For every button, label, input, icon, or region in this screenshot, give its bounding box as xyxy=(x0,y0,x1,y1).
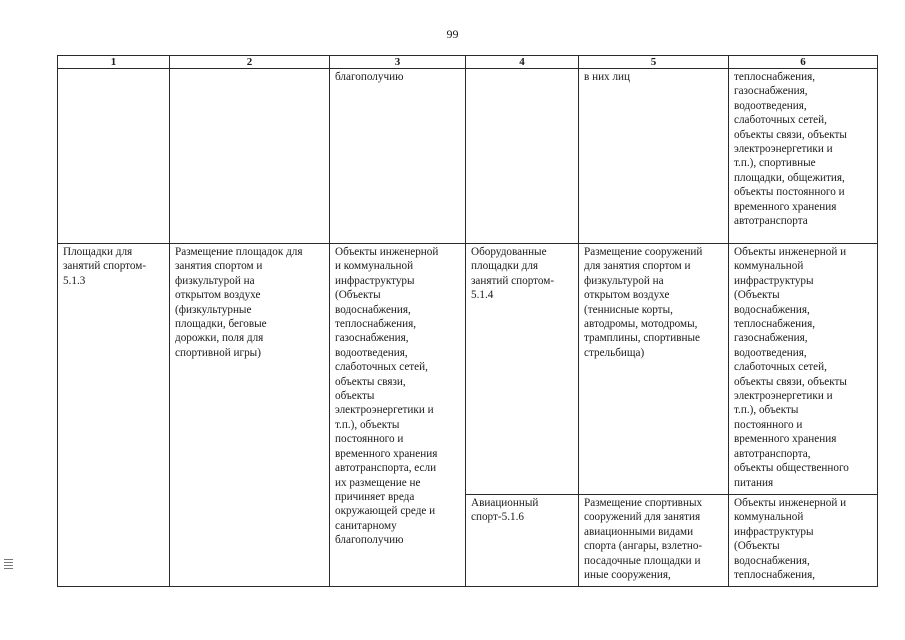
column-header-1: 1 xyxy=(58,56,170,69)
table-cell: Объекты инженерной и коммунальной инфраструктуры (Объекты водоснабжения, теплоснабжения, xyxy=(729,495,878,587)
table-cell: теплоснабжения, газоснабжения, водоотведения, слаботочных сетей, объекты связи, объекты электроэнергетики и т.п.), спортивные площадки, общежития, объекты постоянного и временного хранения автотранспорта xyxy=(729,69,878,244)
table-cell xyxy=(58,69,170,244)
table-cell: Оборудованные площадки для занятий спортом- 5.1.4 xyxy=(466,244,579,495)
table-row xyxy=(58,69,878,244)
column-header-2: 2 xyxy=(170,56,330,69)
column-header-4: 4 xyxy=(466,56,579,69)
table-cell: Размещение сооружений для занятия спортом и физкультурой на открытом воздухе (теннисные корты, автодромы, мотодромы, трамплины, спортивные стрельбища) xyxy=(579,244,729,495)
page-number: 99 xyxy=(446,27,459,41)
table-header-row xyxy=(58,56,878,69)
table-cell: благополучию xyxy=(330,69,466,244)
table-cell xyxy=(466,69,579,244)
column-header-5: 5 xyxy=(579,56,729,69)
table-cell: Авиационный спорт-5.1.6 xyxy=(466,495,579,587)
table-cell: Объекты инженерной и коммунальной инфраструктуры (Объекты водоснабжения, теплоснабжения, газоснабжения, водоотведения, слаботочных сетей, объекты связи, объекты электроэнергетики и т.п.), объекты постоянного и временного хранения автотранспорта, объекты общественного питания xyxy=(729,244,878,495)
permitted-use-table xyxy=(57,55,878,587)
table-row xyxy=(58,244,878,495)
table-cell: Размещение площадок для занятия спортом и физкультурой на открытом воздухе (физкультурные площадки, беговые дорожки, поля для спортивной игры) xyxy=(170,244,330,587)
table-cell: Площадки для занятий спортом- 5.1.3 xyxy=(58,244,170,587)
table-cell: Объекты инженерной и коммунальной инфраструктуры (Объекты водоснабжения, теплоснабжения, газоснабжения, водоотведения, слаботочных сетей, объекты связи, объекты электроэнергетики и т.п.), объекты постоянного и временного хранения автотранспорта, если их размещение не причиняет вреда окружающей среде и санитарному благополучию xyxy=(330,244,466,587)
column-header-3: 3 xyxy=(330,56,466,69)
table-cell: Размещение спортивных сооружений для занятия авиационными видами спорта (ангары, взлетно- посадочные площадки и иные сооружения, xyxy=(579,495,729,587)
table-cell: в них лиц xyxy=(579,69,729,244)
table-cell xyxy=(170,69,330,244)
column-header-6: 6 xyxy=(729,56,878,69)
margin-scan-mark xyxy=(4,559,13,571)
